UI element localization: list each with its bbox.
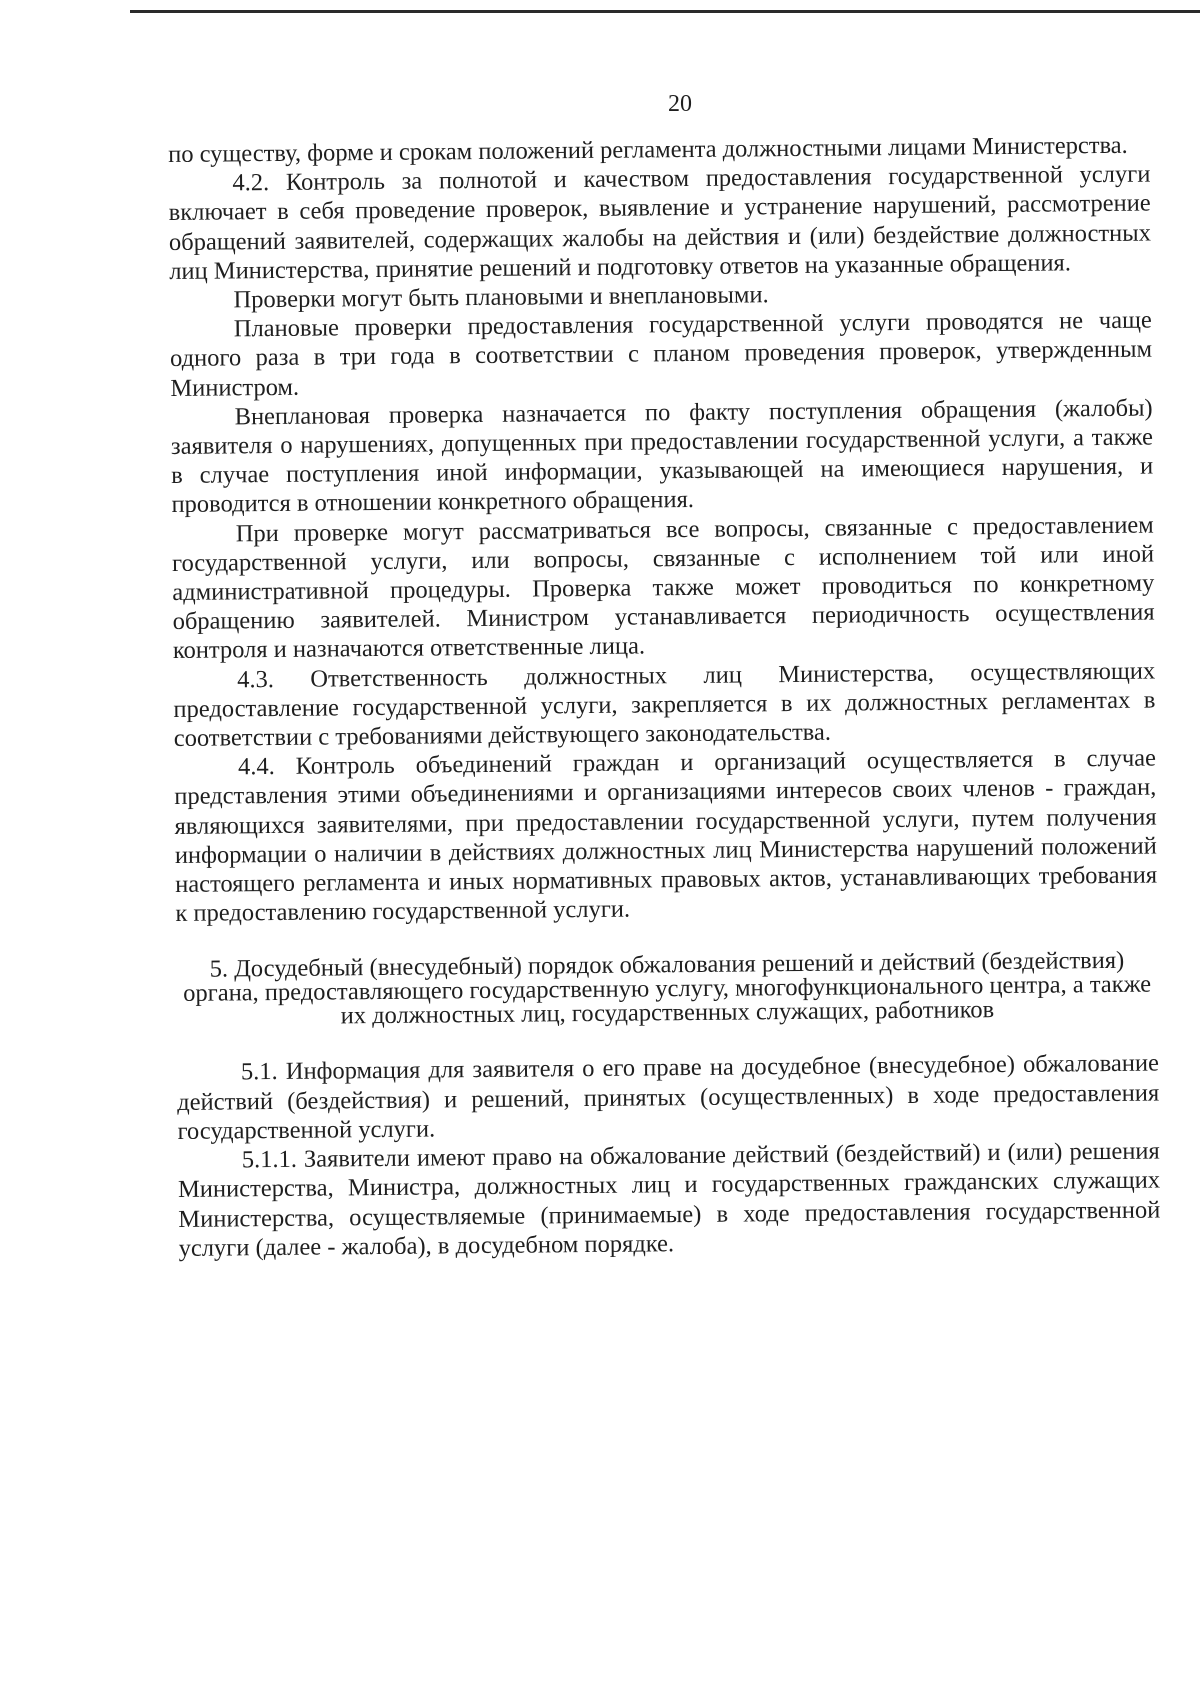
paragraph-4-4: 4.4. Контроль объединений граждан и организаций осуществляется в случае представления этими объединениями и организациями интересов своих членов - граждан, являющихся заявителями, при предоставлении государственной услуги, путем получения информации о наличии в действиях должностных лиц Министерства нарушений положений настоящего регламента и иных нормативных правовых актов, устанавливающих требования к предоставлению государственной услуги. [174,744,1158,928]
paragraph-4-2: 4.2. Контроль за полнотой и качеством предоставления государственной услуги включает в себя проведение проверок, выявление и устранение нарушений, рассмотрение обращений заявителей, содержащих жалобы на действия и (или) бездействие должностных лиц Министерства, принятие решений и подготовку ответов на указанные обращения. [168,160,1152,285]
paragraph: Плановые проверки предоставления государственной услуги проводятся не чаще одного раза в три года в соответствии с планом проведения проверок, утвержденным Министром. [169,306,1153,402]
paragraph-4-3: 4.3. Ответственность должностных лиц Министерства, осуществляющих предоставление государственной услуги, закрепляется в их должностных регламентах в соответствии с требованиями действующего законодательства. [173,657,1156,753]
page-number: 20 [668,91,692,117]
paragraph-5-1: 5.1. Информация для заявителя о его праве на досудебное (внесудебное) обжалование действий (бездействия) и решений, принятых (осуществленных) в ходе предоставления государственной услуги. [177,1050,1160,1145]
paragraph: Проверки могут быть плановыми и внеплановыми. [233,281,769,314]
top-border-line [130,10,1200,13]
paragraph: по существу, форме и срокам положений регламента должностными лицами Министерства. [168,131,1128,168]
document-body [168,131,1161,1263]
paragraph: Внеплановая проверка назначается по факту поступления обращения (жалобы) заявителя о нарушениях, допущенных при предоставлении государственной услуги, а также в случае поступления иной информации, указывающей на имеющиеся нарушения, и проводится в отношении конкретного обращения. [170,394,1154,519]
paragraph-5-1-1: 5.1.1. Заявители имеют право на обжалование действий (бездействий) и (или) решения Министерства, Министра, должностных лиц и государственных гражданских служащих Министерства, осуществляемые (принимаемые) в ходе предоставления государственной услуги (далее - жалоба), в досудебном порядке. [177,1137,1161,1262]
section-heading: 5. Досудебный (внесудебный) порядок обжалования решений и действий (бездействия) органа, предоставляющего государственную услугу, многофункционального центра, а также их должностных лиц, государственных служащих, работников [183,947,1152,1030]
paragraph: При проверке могут рассматриваться все вопросы, связанные с предоставлением государственной услуги, или вопросы, связанные с исполнением той или иной административной процедуры. Проверка также может проводиться по конкретному обращению заявителей. Министром устанавливается периодичность осуществления контроля и назначаются ответственные лица. [171,511,1155,665]
